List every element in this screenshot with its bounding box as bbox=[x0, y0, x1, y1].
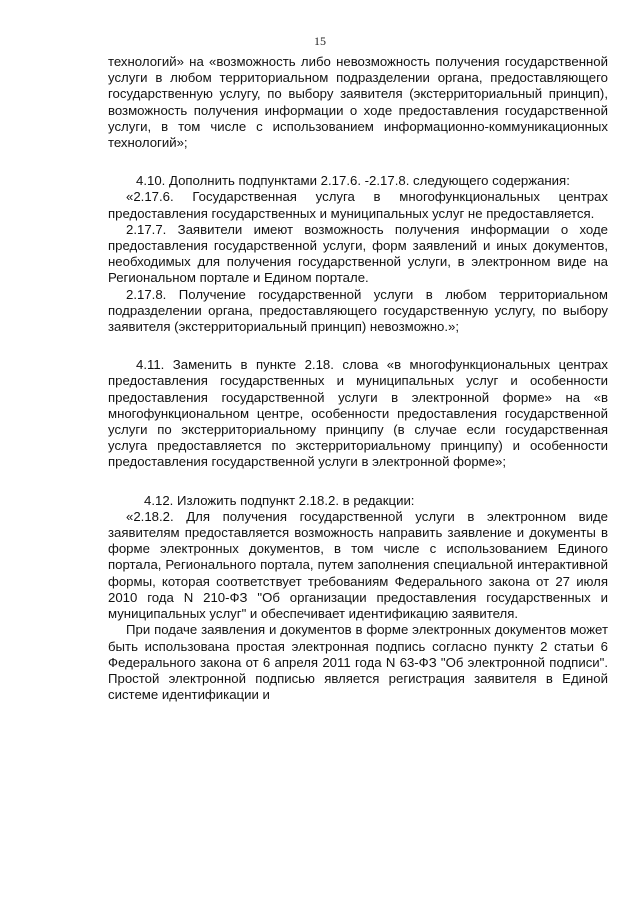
paragraph-2-17-8: 2.17.8. Получение государственной услуги в любом территориальном подразделении органа, предоставляющего государственную услугу, по выбору заявителя (экстерриториальный принцип) невозможно.»; bbox=[108, 286, 608, 335]
paragraph-2-17-7: 2.17.7. Заявители имеют возможность получения информации о ходе предоставления государственной услуги, форм заявлений и иных документов, необходимых для получения государственной услуги, в электронном виде на Региональном портале и Едином портале. bbox=[108, 221, 608, 286]
paragraph-4-11: 4.11. Заменить в пункте 2.18. слова «в многофункциональных центрах предоставления государственных и муниципальных услуг и особенности предоставления государственной услуги в электронной форме» на «в многофункциональном центре, особенности предоставления государственной услуги по экстерриториальному принципу (в случае если государственная услуга предоставляется по экстерриториальному принципу) и особенности предоставления государственной услуги в электронной форме»; bbox=[108, 357, 608, 470]
paragraph-2-17-6: «2.17.6. Государственная услуга в многофункциональных центрах предоставления государственных и муниципальных услуг не предоставляется. bbox=[108, 189, 608, 221]
paragraph-electronic-signature: При подаче заявления и документов в форме электронных документов может быть использована простая электронная подпись согласно пункту 2 статьи 6 Федерального закона от 6 апреля 2011 года N 63-ФЗ "Об электронной подписи". Простой электронной подписью является регистрация заявителя в Единой системе идентификации и bbox=[108, 622, 608, 703]
paragraph-2-18-2: «2.18.2. Для получения государственной услуги в электронном виде заявителям предоставляется возможность направить заявление и документы в форме электронных документов, в том числе с использованием Единого портала, Регионального портала, путем заполнения специальной интерактивной формы, которая соответствует требованиям Федерального закона от 27 июля 2010 года N 210-ФЗ "Об организации предоставления государственных и муниципальных услуг" и обеспечивает идентификацию заявителя. bbox=[108, 508, 608, 622]
paragraph-4-10: 4.10. Дополнить подпунктами 2.17.6. -2.17.8. следующего содержания: bbox=[136, 173, 570, 189]
paragraph-4-12: 4.12. Изложить подпункт 2.18.2. в редакции: bbox=[144, 492, 415, 508]
document-body bbox=[108, 54, 608, 703]
paragraph-continuation: технологий» на «возможность либо невозможность получения государственной услуги в любом территориальном подразделении органа, предоставляющего государственную услугу, по выбору заявителя (экстерриториальный принцип), возможность получения информации о ходе предоставления государственной услуги, в том числе с использованием информационно-коммуникационных технологий»; bbox=[108, 54, 608, 151]
page-number: 15 bbox=[314, 34, 326, 48]
